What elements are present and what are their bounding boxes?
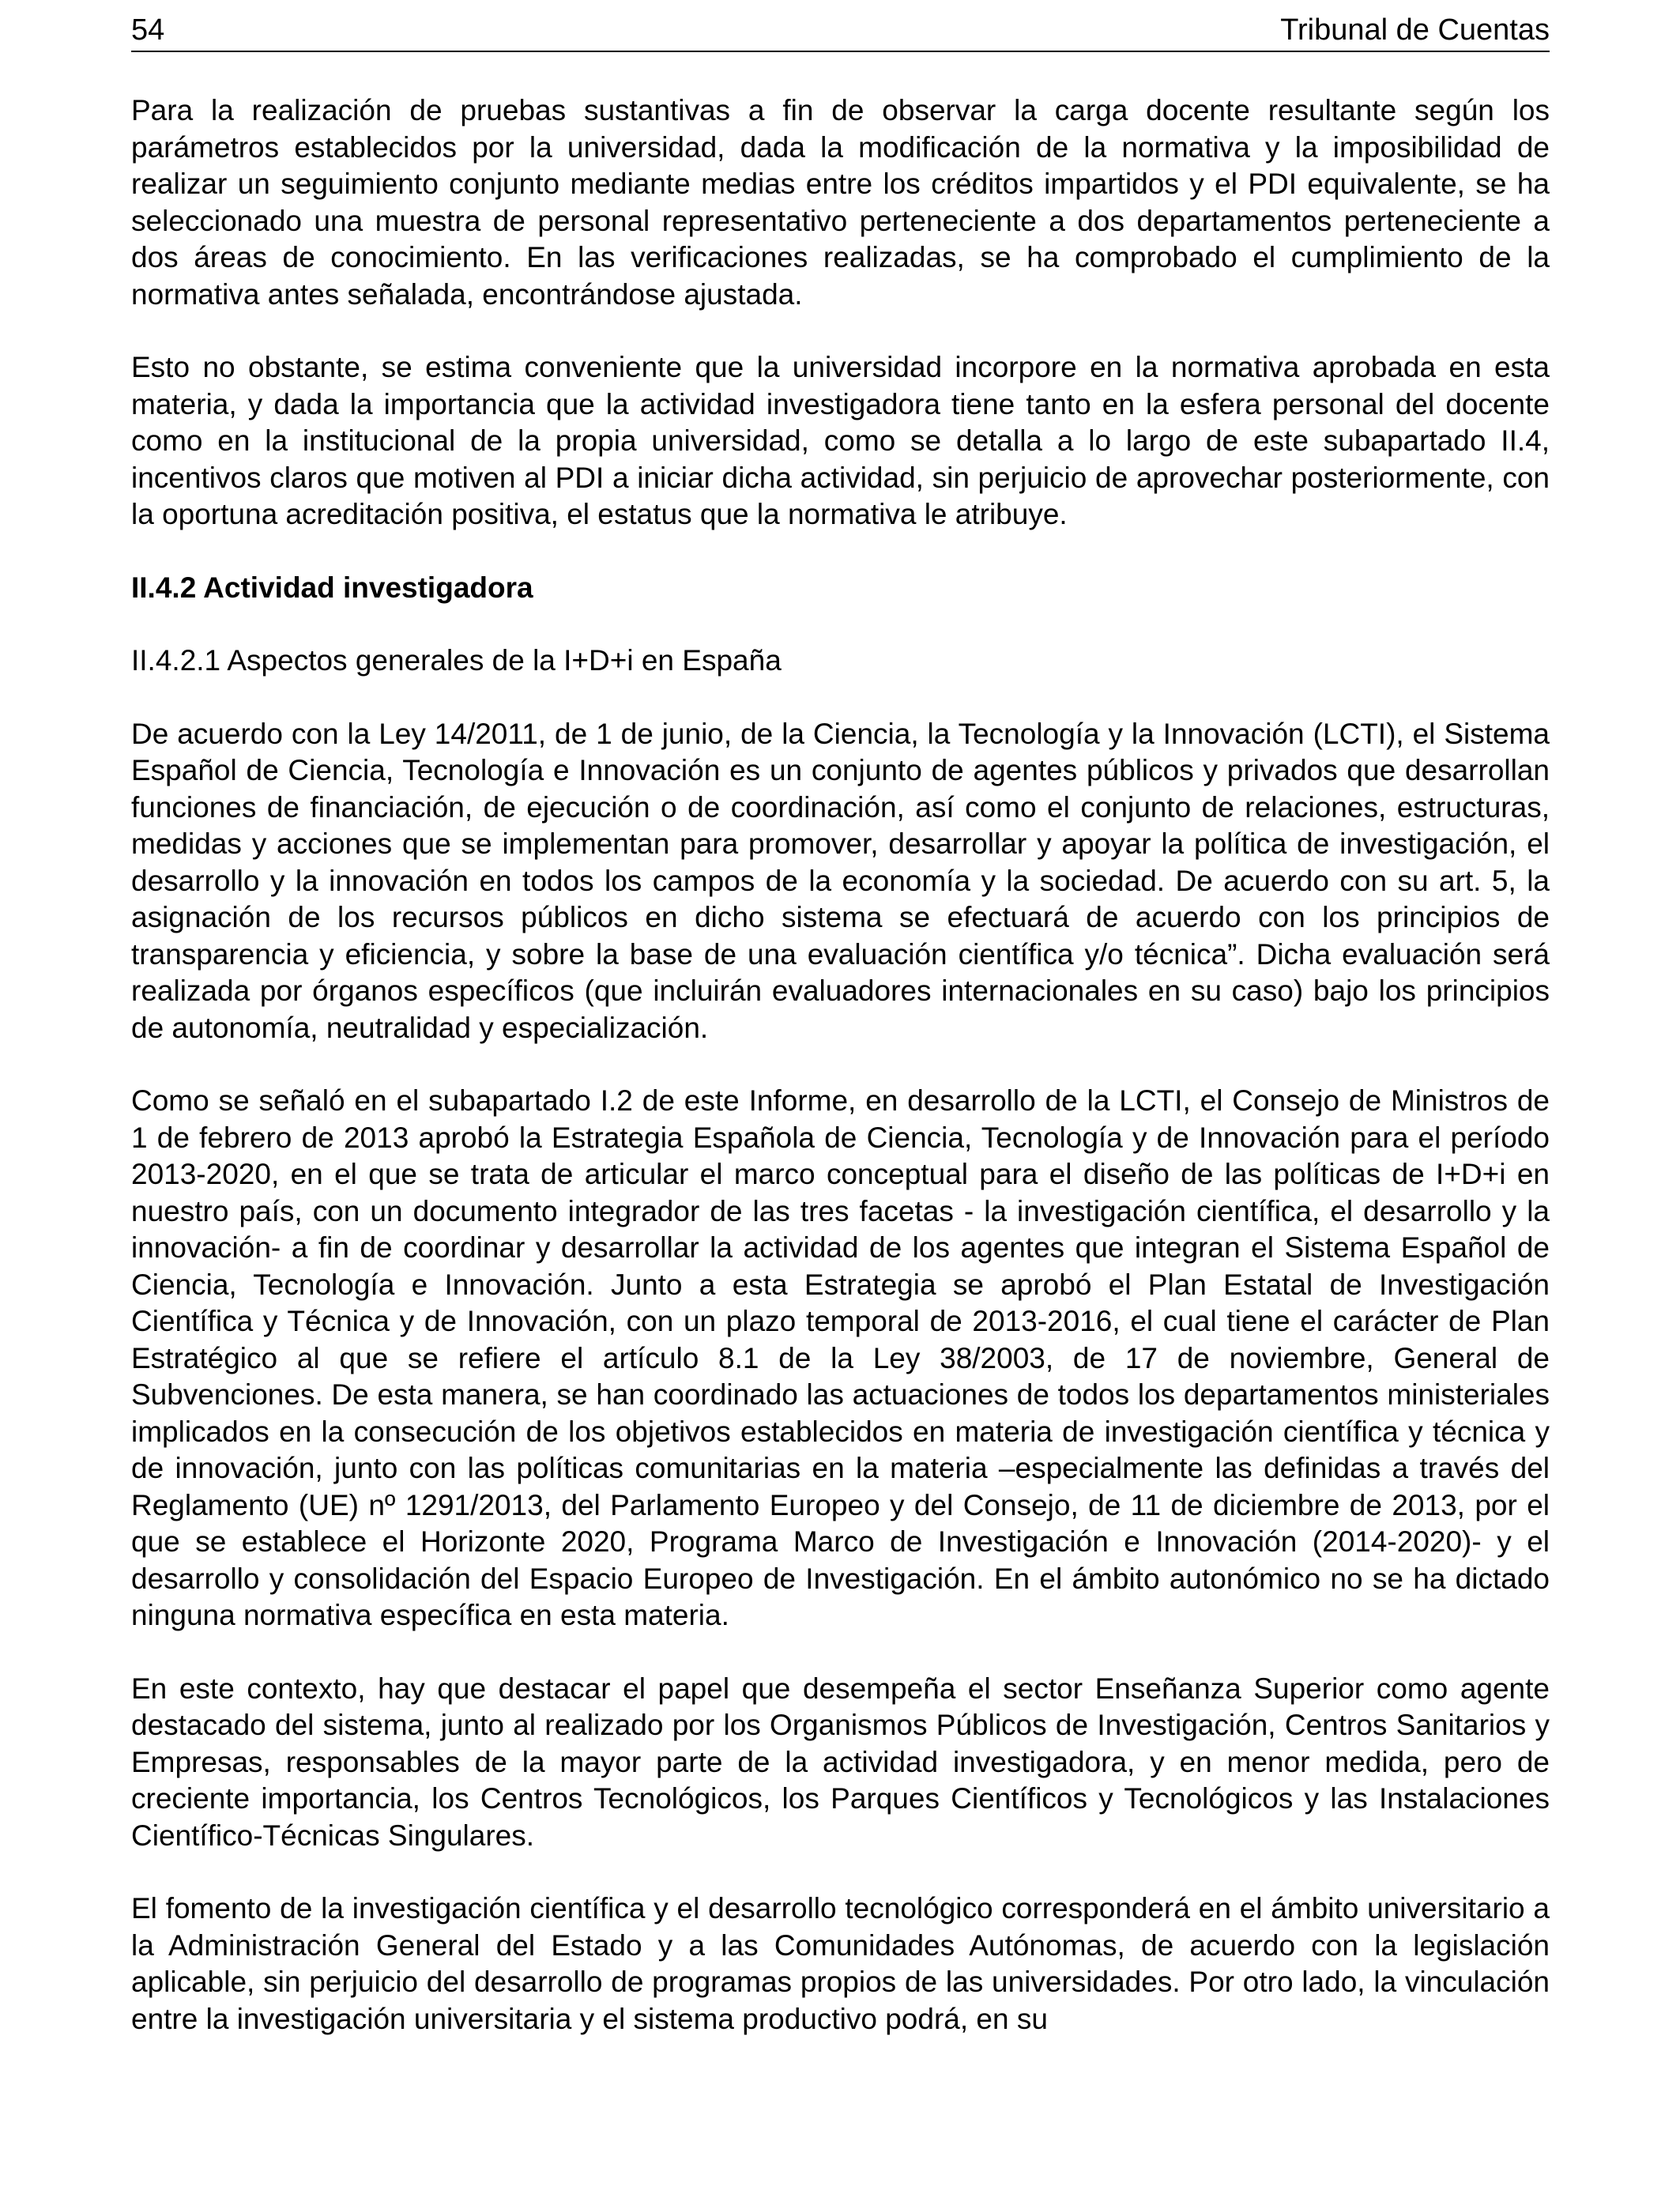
paragraph-1: Para la realización de pruebas sustantivas a fin de observar la carga docente resultante según los parámetros establecidos por la universidad, dada la modificación de la normativa y la imposibilidad de realizar un seguimiento conjunto mediante medias entre los créditos impartidos y el PDI equivalente, se ha seleccionado una muestra de personal representativo perteneciente a dos departamentos perteneciente a dos áreas de conocimiento. En las verificaciones realizadas, se ha comprobado el cumplimiento de la normativa antes señalada, encontrándose ajustada. xyxy=(131,94,1550,311)
paragraph-5: En este contexto, hay que destacar el papel que desempeña el sector Enseñanza Superior como agente destacado del sistema, junto al realizado por los Organismos Públicos de Investigación, Centros Sanitarios y Empresas, responsables de la mayor parte de la actividad investigadora, y en menor medida, pero de creciente importancia, los Centros Tecnológicos, los Parques Científicos y Tecnológicos y las Instalaciones Científico-Técnicas Singulares. xyxy=(131,1672,1550,1852)
running-header xyxy=(131,9,1550,52)
paragraph-2: Esto no obstante, se estima conveniente que la universidad incorpore en la normativa aprobada en esta materia, y dada la importancia que la actividad investigadora tiene tanto en la esfera personal del docente como en la institucional de la propia universidad, como se detalla a lo largo de este subapartado II.4, incentivos claros que motiven al PDI a iniciar dicha actividad, sin perjuicio de aprovechar posteriormente, con la oportuna acreditación positiva, el estatus que la normativa le atribuye. xyxy=(131,351,1550,530)
header-title: Tribunal de Cuentas xyxy=(1280,13,1550,47)
paragraph-4: Como se señaló en el subapartado I.2 de este Informe, en desarrollo de la LCTI, el Consejo de Ministros de 1 de febrero de 2013 aprobó la Estrategia Española de Ciencia, Tecnología y de Innovación para el período 2013-2020, en el que se trata de articular el marco conceptual para el diseño de las políticas de I+D+i en nuestro país, con un documento integrador de las tres facetas - la investigación científica, el desarrollo y la innovación- a fin de coordinar y desarrollar la actividad de los agentes que integran el Sistema Español de Ciencia, Tecnología e Innovación. Junto a esta Estrategia se aprobó el Plan Estatal de Investigación Científica y Técnica y de Innovación, con un plazo temporal de 2013-2016, el cual tiene el carácter de Plan Estratégico al que se refiere el artículo 8.1 de la Ley 38/2003, de 17 de noviembre, General de Subvenciones. De esta manera, se han coordinado las actuaciones de todos los departamentos ministeriales implicados en la consecución de los objetivos establecidos en materia de investigación científica y técnica y de innovación, junto con las políticas comunitarias en la materia –especialmente las definidas a través del Reglamento (UE) nº 1291/2013, del Parlamento Europeo y del Consejo, de 11 de diciembre de 2013, por el que se establece el Horizonte 2020, Programa Marco de Investigación e Innovación (2014-2020)- y el desarrollo y consolidación del Espacio Europeo de Investigación. En el ámbito autonómico no se ha dictado ninguna normativa específica en esta materia. xyxy=(131,1084,1550,1631)
page-number: 54 xyxy=(131,13,165,47)
paragraph-6: El fomento de la investigación científica y el desarrollo tecnológico corresponderá en el ámbito universitario a la Administración General del Estado y a las Comunidades Autónomas, de acuerdo con la legislación aplicable, sin perjuicio del desarrollo de programas propios de las universidades. Por otro lado, la vinculación entre la investigación universitaria y el sistema productivo podrá, en su xyxy=(131,1892,1550,2035)
section-heading: II.4.2 Actividad investigadora xyxy=(131,571,533,604)
subsection-heading: II.4.2.1 Aspectos generales de la I+D+i en España xyxy=(131,644,782,677)
document-body xyxy=(131,92,1550,2038)
document-page xyxy=(131,0,1550,2194)
paragraph-3: De acuerdo con la Ley 14/2011, de 1 de junio, de la Ciencia, la Tecnología y la Innovación (LCTI), el Sistema Español de Ciencia, Tecnología e Innovación es un conjunto de agentes públicos y privados que desarrollan funciones de financiación, de ejecución o de coordinación, así como el conjunto de relaciones, estructuras, medidas y acciones que se implementan para promover, desarrollar y apoyar la política de investigación, el desarrollo y la innovación en todos los campos de la economía y la sociedad. De acuerdo con su art. 5, la asignación de los recursos públicos en dicho sistema se efectuará de acuerdo con los principios de transparencia y eficiencia, y sobre la base de una evaluación científica y/o técnica”. Dicha evaluación será realizada por órganos específicos (que incluirán evaluadores internacionales en su caso) bajo los principios de autonomía, neutralidad y especialización. xyxy=(131,717,1550,1044)
